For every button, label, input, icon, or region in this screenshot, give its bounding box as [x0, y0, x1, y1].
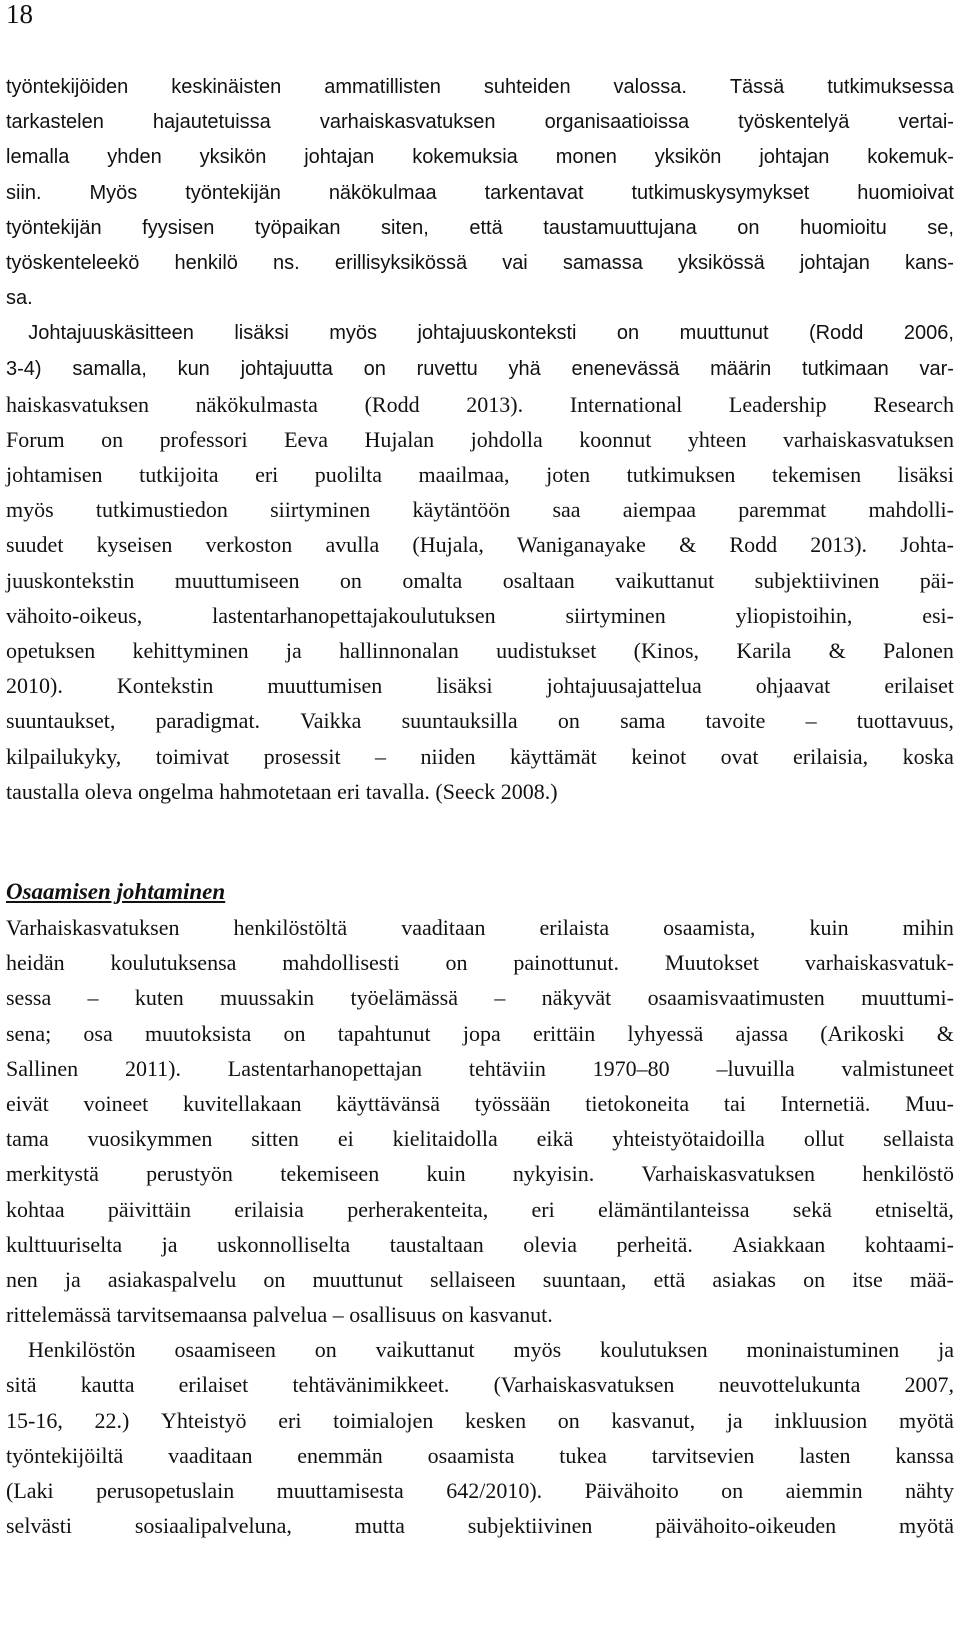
text-line: tama vuosikymmen sitten ei kielitaidolla eikä yhteistyötaidoilla ollut sellaista [6, 1126, 954, 1152]
text-line: myös tutkimustiedon siirtyminen käytäntöön saa aiempaa paremmat mahdolli- [6, 497, 954, 523]
text-line: työntekijöiltä vaaditaan enemmän osaamista tukea tarvitsevien lasten kanssa [6, 1442, 954, 1468]
text-line: sitä kautta erilaiset tehtävänimikkeet. (Varhaiskasvatuksen neuvottelukunta 2007, [6, 1372, 954, 1398]
text-line: työskenteleekö henkilö ns. erillisyksikössä vai samassa yksikössä johtajan kans- [6, 251, 954, 274]
text-line: haiskasvatuksen näkökulmasta (Rodd 2013). International Leadership Research [6, 391, 954, 417]
text-line: 2010). Kontekstin muuttumisen lisäksi johtajuusajattelua ohjaavat erilaiset [6, 673, 954, 699]
text-line: (Laki perusopetuslain muuttamisesta 642/2010). Päivähoito on aiemmin nähty [6, 1478, 954, 1503]
text-line: juuskontekstin muuttumiseen on omalta osaltaan vaikuttanut subjektiivinen päi- [6, 567, 954, 593]
text-line: 15-16, 22.) Yhteistyö eri toimialojen kesken on kasvanut, ja inkluusion myötä [6, 1407, 954, 1433]
text-line: siin. Myös työntekijän näkökulmaa tarkentavat tutkimuskysymykset huomioivat [6, 181, 954, 204]
text-line: rittelemässä tarvitsemaansa palvelua – osallisuus on kasvanut. [6, 1302, 553, 1328]
text-line: Henkilöstön osaamiseen on vaikuttanut myös koulutuksen moninaistuminen ja [6, 1337, 954, 1363]
text-line: nen ja asiakaspalvelu on muuttunut sellaiseen suuntaan, että asiakas on itse mää- [6, 1266, 954, 1292]
text-line: työntekijöiden keskinäisten ammatillisten suhteiden valossa. Tässä tutkimuksessa [6, 76, 954, 98]
page-number: 18 [6, 0, 33, 29]
text-line: johtamisen tutkijoita eri puolilta maailmaa, joten tutkimuksen tekemisen lisäksi [6, 462, 954, 488]
text-line: Varhaiskasvatuksen henkilöstöltä vaaditaan erilaista osaamista, kuin mihin [6, 915, 954, 940]
text-line: opetuksen kehittyminen ja hallinnonalan uudistukset (Kinos, Karila & Palonen [6, 638, 954, 663]
text-line: kilpailukyky, toimivat prosessit – niiden käyttämät keinot ovat erilaisia, koska [6, 743, 954, 769]
text-line: kulttuuriselta ja uskonnolliselta taustaltaan olevia perheitä. Asiakkaan kohtaami- [6, 1231, 954, 1257]
text-line: työntekijän fyysisen työpaikan siten, että taustamuuttujana on huomioitu se, [6, 216, 954, 239]
text-line: eivät voineet kuvitellakaan käyttävänsä työssään tietokoneita tai Internetiä. Muu- [6, 1090, 954, 1116]
text-line: kohtaa päivittäin erilaisia perherakenteita, eri elämäntilanteissa sekä etniseltä, [6, 1196, 954, 1222]
text-line: sena; osa muutoksista on tapahtunut jopa erittäin lyhyessä ajassa (Arikoski & [6, 1020, 954, 1046]
text-line: selvästi sosiaalipalveluna, mutta subjektiivinen päivähoito-oikeuden myötä [6, 1513, 954, 1539]
text-line: lemalla yhden yksikön johtajan kokemuksia monen yksikön johtajan kokemuk- [6, 146, 954, 169]
text-line: Forum on professori Eeva Hujalan johdolla koonnut yhteen varhaiskasvatuksen [6, 426, 954, 452]
body-section-2 [6, 910, 954, 1543]
text-line: heidän koulutuksensa mahdollisesti on painottunut. Muutokset varhaiskasvatuk- [6, 950, 954, 976]
body-section-1 [6, 70, 954, 809]
text-line: sessa – kuten muussakin työelämässä – näkyvät osaamisvaatimusten muuttumi- [6, 985, 954, 1011]
text-line: taustalla oleva ongelma hahmotetaan eri tavalla. (Seeck 2008.) [6, 778, 558, 804]
text-line: suuntaukset, paradigmat. Vaikka suuntauksilla on sama tavoite – tuottavuus, [6, 708, 954, 734]
text-line: 3-4) samalla, kun johtajuutta on ruvettu yhä enenevässä määrin tutkimaan var- [6, 357, 954, 380]
text-line: Johtajuuskäsitteen lisäksi myös johtajuuskonteksti on muuttunut (Rodd 2006, [6, 322, 954, 345]
text-line: Sallinen 2011). Lastentarhanopettajan tehtäviin 1970–80 –luvuilla valmistuneet [6, 1055, 954, 1081]
text-line: tarkastelen hajautetuissa varhaiskasvatuksen organisaatioissa työskentelyä vertai- [6, 111, 954, 134]
text-line: vähoito-oikeus, lastentarhanopettajakoulutuksen siirtyminen yliopistoihin, esi- [6, 602, 954, 628]
text-line: sa. [6, 287, 33, 310]
text-line: suudet kyseisen verkoston avulla (Hujala, Waniganayake & Rodd 2013). Johta- [6, 532, 954, 558]
text-line: merkitystä perustyön tekemiseen kuin nykyisin. Varhaiskasvatuksen henkilöstö [6, 1161, 954, 1187]
section-heading: Osaamisen johtaminen [6, 879, 226, 904]
